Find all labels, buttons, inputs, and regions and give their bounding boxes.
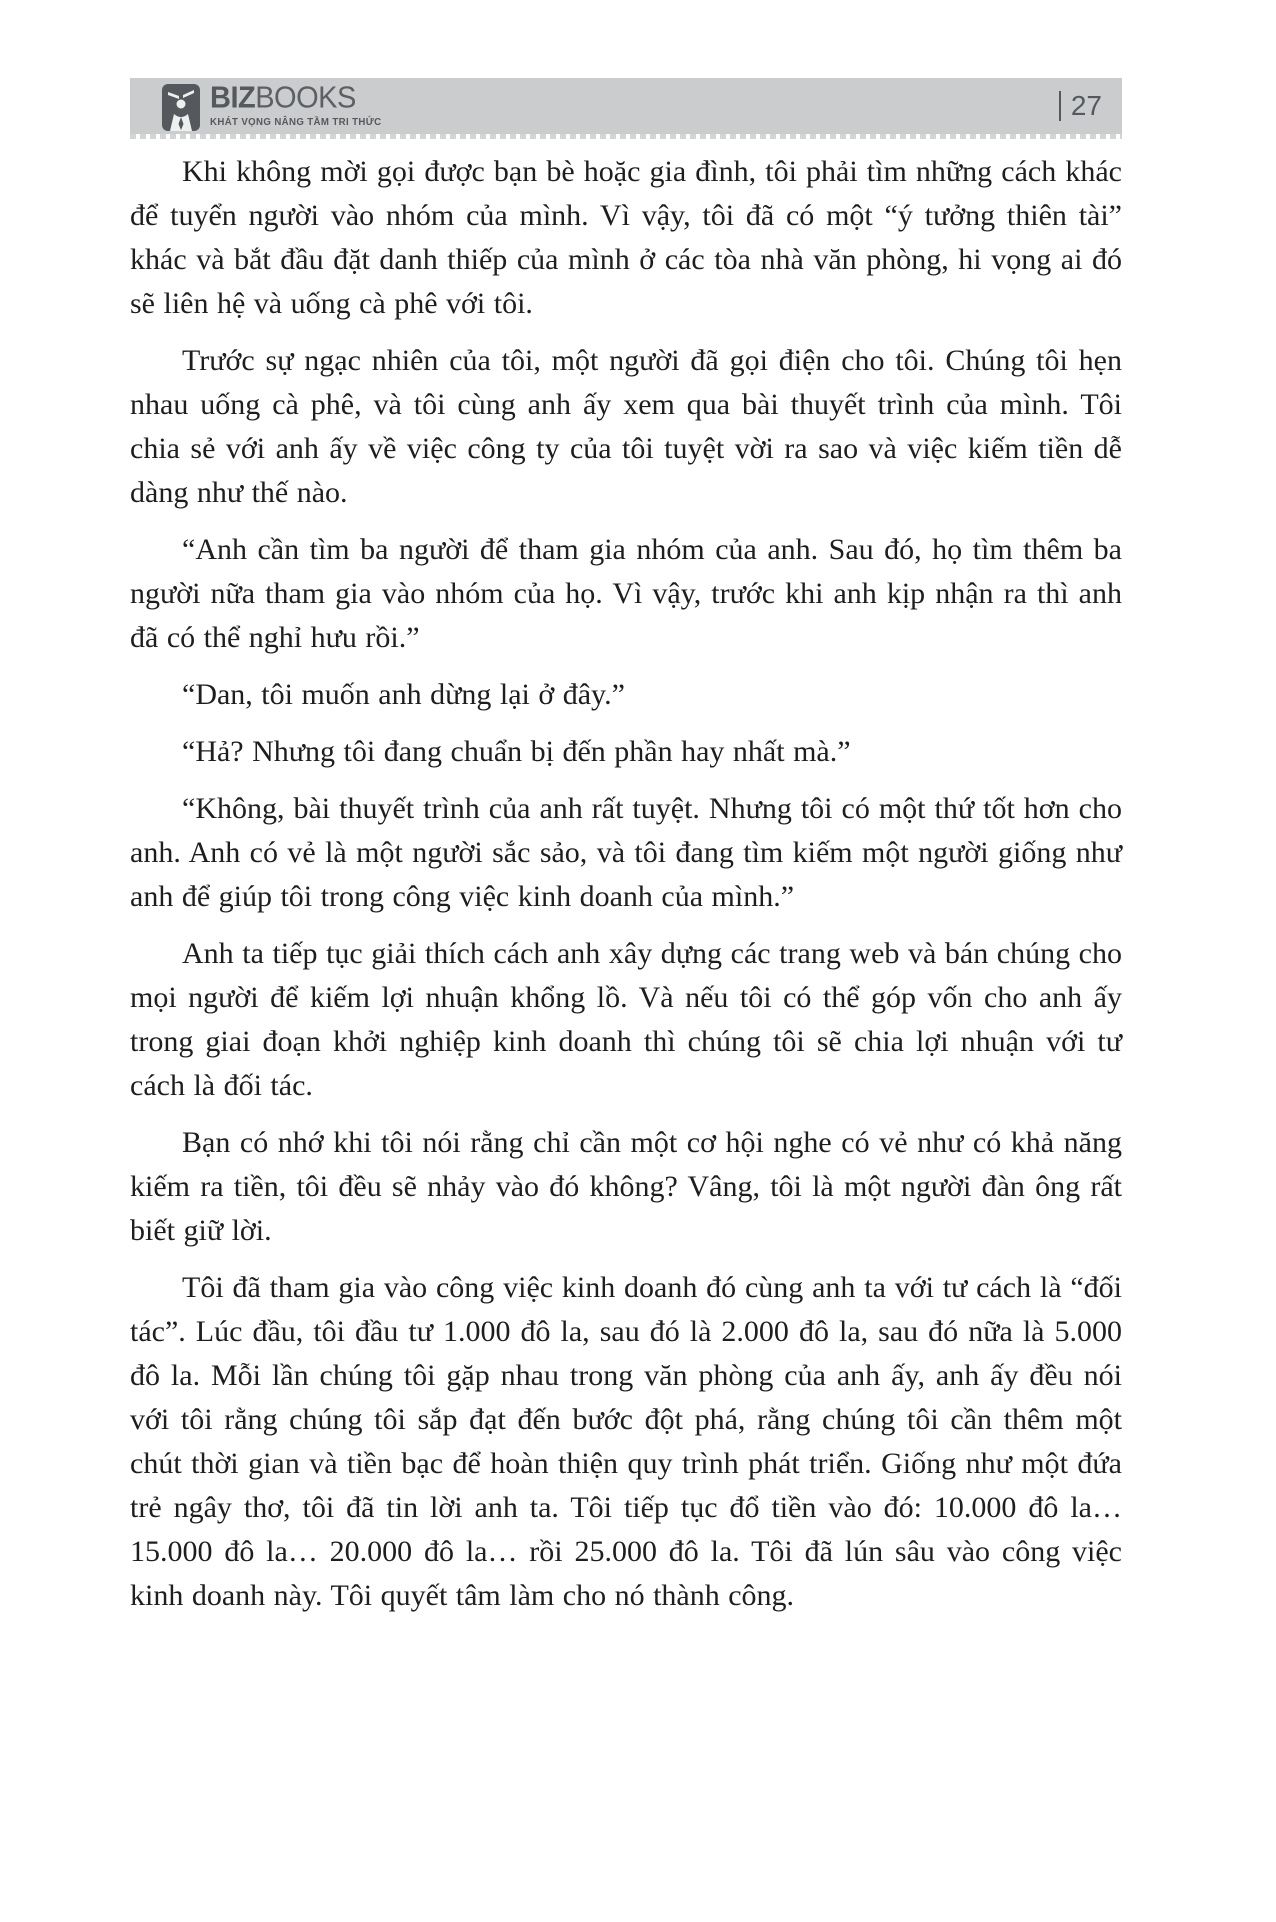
page-number-value: 27 xyxy=(1070,90,1102,121)
page-header xyxy=(130,78,1122,134)
publisher-logo xyxy=(162,82,396,131)
brand-tagline: KHÁT VỌNG NÂNG TẦM TRI THỨC xyxy=(210,116,382,129)
paragraph: Bạn có nhớ khi tôi nói rằng chỉ cần một cơ hội nghe có vẻ như có khả năng kiếm ra tiền, tôi đều sẽ nhảy vào đó không? Vâng, tôi là một người đàn ông rất biết giữ lời. xyxy=(130,1126,1122,1247)
brand-name-biz: BIZ xyxy=(210,81,256,116)
brand-name xyxy=(210,81,396,116)
paragraph: “Hả? Nhưng tôi đang chuẩn bị đến phần hay nhất mà.” xyxy=(182,735,851,768)
paragraph: “Không, bài thuyết trình của anh rất tuyệt. Nhưng tôi có một thứ tốt hơn cho anh. Anh có vẻ là một người sắc sảo, và tôi đang tìm kiếm một người giống như anh để giúp tôi trong công việc kinh doanh của mình.” xyxy=(130,792,1122,913)
paragraph: Khi không mời gọi được bạn bè hoặc gia đình, tôi phải tìm những cách khác để tuyển người vào nhóm của mình. Vì vậy, tôi đã có một “ý tưởng thiên tài” khác và bắt đầu đặt danh thiếp của mình ở các tòa nhà văn phòng, hi vọng ai đó sẽ liên hệ và uống cà phê với tôi. xyxy=(130,155,1122,320)
paragraph: Anh ta tiếp tục giải thích cách anh xây dựng các trang web và bán chúng cho mọi người để kiếm lợi nhuận khổng lồ. Và nếu tôi có thể góp vốn cho anh ấy trong giai đoạn khởi nghiệp kinh doanh thì chúng tôi sẽ chia lợi nhuận với tư cách là đối tác. xyxy=(130,937,1122,1102)
paragraph: “Dan, tôi muốn anh dừng lại ở đây.” xyxy=(182,678,625,711)
paragraph: Tôi đã tham gia vào công việc kinh doanh đó cùng anh ta với tư cách là “đối tác”. Lúc đầu, tôi đầu tư 1.000 đô la, sau đó là 2.000 đô la, sau đó nữa là 5.000 đô la. Mỗi lần chúng tôi gặp nhau trong văn phòng của anh ấy, anh ấy đều nói với tôi rằng chúng tôi sắp đạt đến bước đột phá, rằng chúng tôi cần thêm một chút thời gian và tiền bạc để hoàn thiện quy trình phát triển. Giống như một đứa trẻ ngây thơ, tôi đã tin lời anh ta. Tôi tiếp tục đổ tiền vào đó: 10.000 đô la… 15.000 đô la… 20.000 đô la… rồi 25.000 đô la. Tôi đã lún sâu vào công việc kinh doanh này. Tôi quyết tâm làm cho nó thành công. xyxy=(130,1271,1122,1612)
brand-name-books: BOOKS xyxy=(255,81,356,116)
bizbooks-logo-icon xyxy=(162,84,200,131)
page-number xyxy=(1059,90,1102,122)
paragraph: “Anh cần tìm ba người để tham gia nhóm của anh. Sau đó, họ tìm thêm ba người nữa tham gia vào nhóm của họ. Vì vậy, trước khi anh kịp nhận ra thì anh đã có thể nghỉ hưu rồi.” xyxy=(130,533,1122,654)
page-number-divider xyxy=(1059,91,1061,121)
paragraph: Trước sự ngạc nhiên của tôi, một người đã gọi điện cho tôi. Chúng tôi hẹn nhau uống cà phê, và tôi cùng anh ấy xem qua bài thuyết trình của mình. Tôi chia sẻ với anh ấy về việc công ty của tôi tuyệt vời ra sao và việc kiếm tiền dễ dàng như thế nào. xyxy=(130,344,1122,509)
page-content xyxy=(130,150,1122,1631)
